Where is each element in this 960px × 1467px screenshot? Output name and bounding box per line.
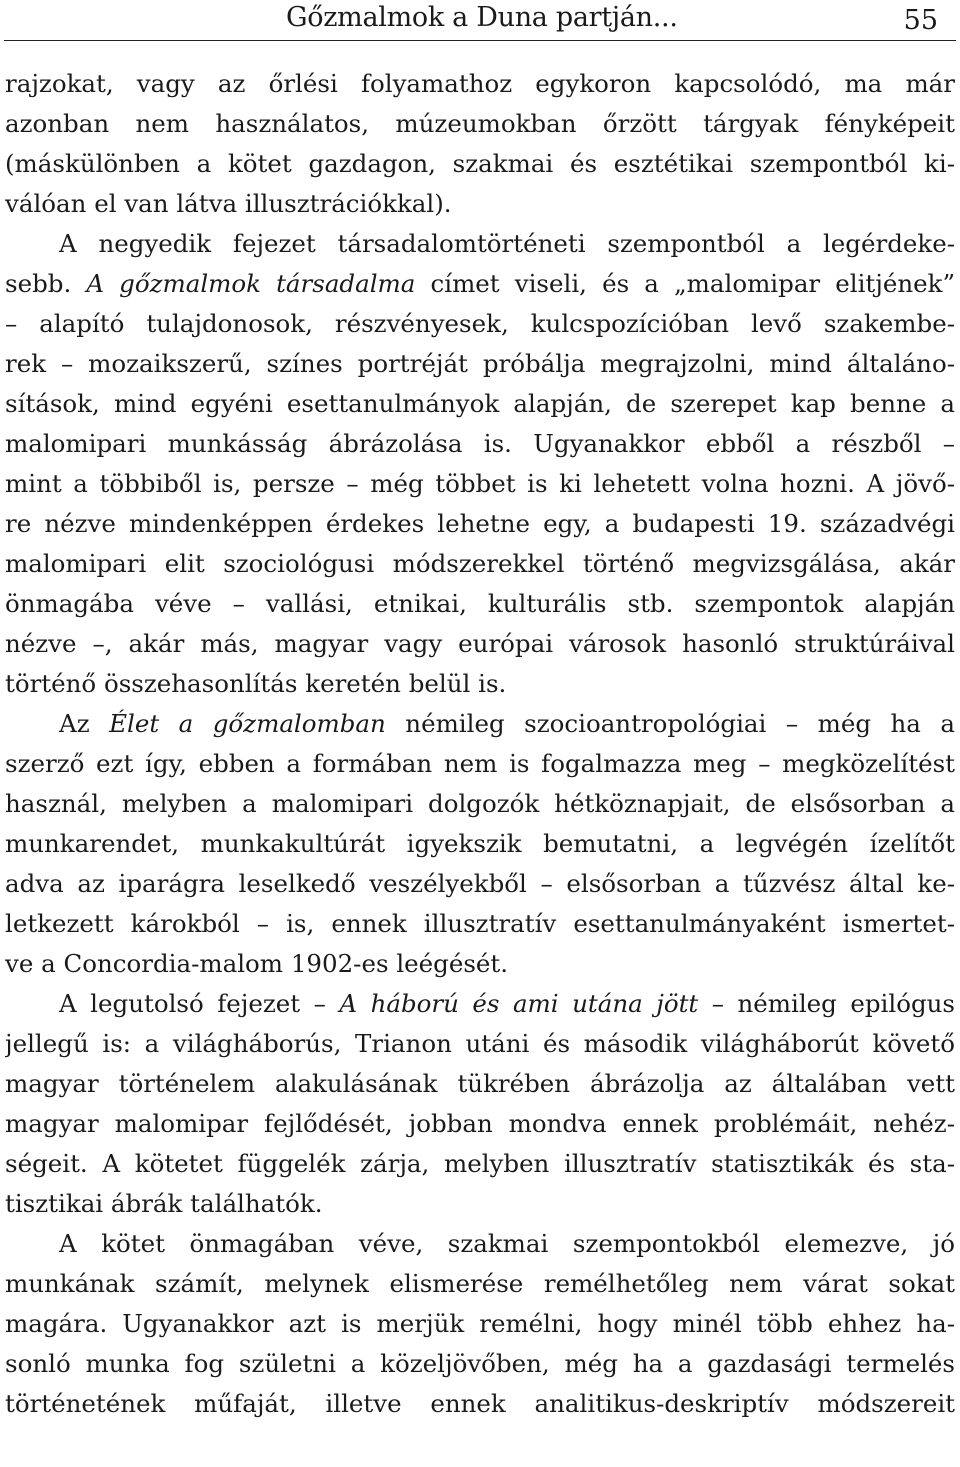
running-title: Gőzmalmok a Duna partján... (286, 2, 678, 33)
italic-title: Élet a gőzmalomban (109, 709, 386, 738)
text-line: – alapító tulajdonosok, részvényesek, kulcspozícióban levő szakembe- (5, 309, 955, 338)
text-line: Az Élet a gőzmalomban némileg szocioantropológiai – még ha a (59, 709, 955, 738)
text-line: rek – mozaikszerű, színes portréját próbálja megrajzolni, mind általáno- (5, 349, 955, 378)
text-line: sonló munka fog születni a közeljövőben, még ha a gazdasági termelés (5, 1349, 955, 1378)
text-line: (máskülönben a kötet gazdagon, szakmai és esztétikai szempontból ki- (5, 149, 955, 178)
text-line: sebb. A gőzmalmok társadalma címet viseli, és a „malomipar elitjének” (5, 269, 955, 298)
text-line: történő összehasonlítás keretén belül is. (5, 669, 507, 698)
text-line: tisztikai ábrák találhatók. (5, 1189, 323, 1218)
text-line: letkezett károkból – is, ennek illusztratív esettanulmányaként ismertet- (5, 909, 955, 938)
text-line: magyar malomipar fejlődését, jobban mondva ennek problémáit, nehéz- (5, 1109, 955, 1138)
text-line: önmagába véve – vallási, etnikai, kulturális stb. szempontok alapján (5, 589, 955, 618)
italic-title: A háború és ami utána jött (339, 989, 699, 1018)
page-number: 55 (903, 5, 938, 36)
text-line: azonban nem használatos, múzeumokban őrzött tárgyak fényképeit (5, 109, 955, 138)
text-line: használ, melyben a malomipari dolgozók hétköznapjait, de elsősorban a (5, 789, 955, 818)
text-line: szerző ezt így, ebben a formában nem is fogalmazza meg – megközelítést (5, 749, 955, 778)
italic-title: A gőzmalmok társadalma (86, 269, 416, 298)
text-line: történetének műfaját, illetve ennek analitikus-deskriptív módszereit (5, 1389, 955, 1418)
text-line: re nézve mindenképpen érdekes lehetne egy, a budapesti 19. századvégi (5, 509, 955, 538)
text-line: jellegű is: a világháborús, Trianon utáni és második világháborút követő (5, 1029, 955, 1058)
text-line: rajzokat, vagy az őrlési folyamathoz egykoron kapcsolódó, ma már (5, 69, 955, 98)
text-line: sítások, mind egyéni esettanulmányok alapján, de szerepet kap benne a (5, 389, 955, 418)
text-line: válóan el van látva illusztrációkkal). (5, 189, 452, 218)
text-line: malomipari elit szociológusi módszerekkel történő megvizsgálása, akár (5, 549, 955, 578)
text-line: munkának számít, melynek elismerése remélhetőleg nem várat sokat (5, 1269, 955, 1298)
text-line: mint a többiből is, persze – még többet is ki lehetett volna hozni. A jövő- (5, 469, 955, 498)
text-line: ségeit. A kötetet függelék zárja, melyben illusztratív statisztikák és sta- (5, 1149, 955, 1178)
text-line: A negyedik fejezet társadalomtörténeti szempontból a legérdeke- (59, 229, 955, 258)
running-header (4, 0, 956, 41)
text-line: A kötet önmagában véve, szakmai szempontokból elemezve, jó (59, 1229, 955, 1258)
body-text (5, 64, 955, 1424)
text-line: magyar történelem alakulásának tükrében ábrázolja az általában vett (5, 1069, 955, 1098)
text-line: munkarendet, munkakultúrát igyekszik bemutatni, a legvégén ízelítőt (5, 829, 955, 858)
text-line: nézve –, akár más, magyar vagy európai városok hasonló struktúráival (5, 629, 955, 658)
text-line: malomipari munkásság ábrázolása is. Ugyanakkor ebből a részből – (5, 429, 955, 458)
text-line: ve a Concordia-malom 1902-es leégését. (5, 949, 509, 978)
text-line: A legutolsó fejezet – A háború és ami utána jött – némileg epilógus (59, 989, 955, 1018)
text-line: adva az iparágra leselkedő veszélyekből – elsősorban a tűzvész által ke- (5, 869, 955, 898)
text-line: magára. Ugyanakkor azt is merjük remélni, hogy minél több ehhez ha- (5, 1309, 955, 1338)
